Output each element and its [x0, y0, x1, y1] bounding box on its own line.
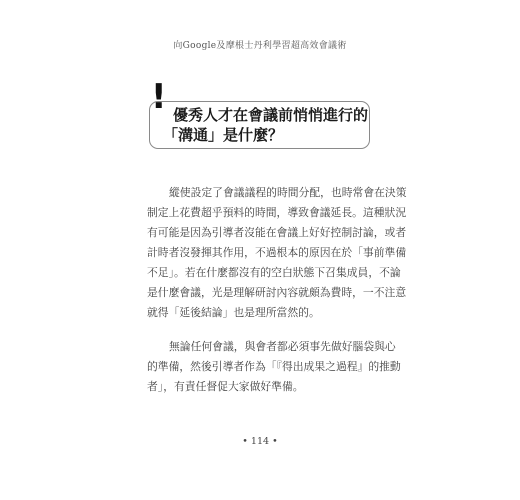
paragraph-1-line: 縱使設定了會議議程的時間分配，也時常會在決策 [169, 186, 407, 199]
section-heading-line-1: 優秀人才在會議前悄悄進行的 [173, 106, 369, 124]
paragraph-1-line: 不足」。若在什麼都沒有的空白狀態下召集成員，不論 [147, 266, 401, 279]
paragraph-2-line: 者」，有責任督促大家做好準備。 [147, 380, 304, 393]
paragraph-1-line: 有可能是因為引導者沒能在會議上好好控制討論，或者 [147, 226, 407, 239]
paragraph-1-line: 制定上花費超乎預料的時間，導致會議延長。這種狀況 [147, 206, 407, 219]
section-heading-line-2: 「溝通」是什麼？ [163, 126, 284, 144]
paragraph-1-line: 就得「延後結論」也是理所當然的。 [147, 306, 320, 319]
page-number: • 114 • [242, 436, 278, 447]
paragraph-2-line: 的準備，然後引導者作為「『得出成果之過程』的推動 [147, 360, 401, 373]
paragraph-2-line: 無論任何會議，與會者都必須事先做好腦袋與心 [169, 340, 396, 353]
paragraph-1-line: 是什麼會議，光是理解研討內容就頗為費時，一不注意 [147, 286, 407, 299]
paragraph-1-line: 計時者沒發揮其作用，不過根本的原因在於「事前準備 [147, 246, 407, 259]
running-header: 向Google及摩根士丹利學習超高效會議術 [173, 41, 347, 51]
exclamation-mark: ! [151, 77, 167, 117]
